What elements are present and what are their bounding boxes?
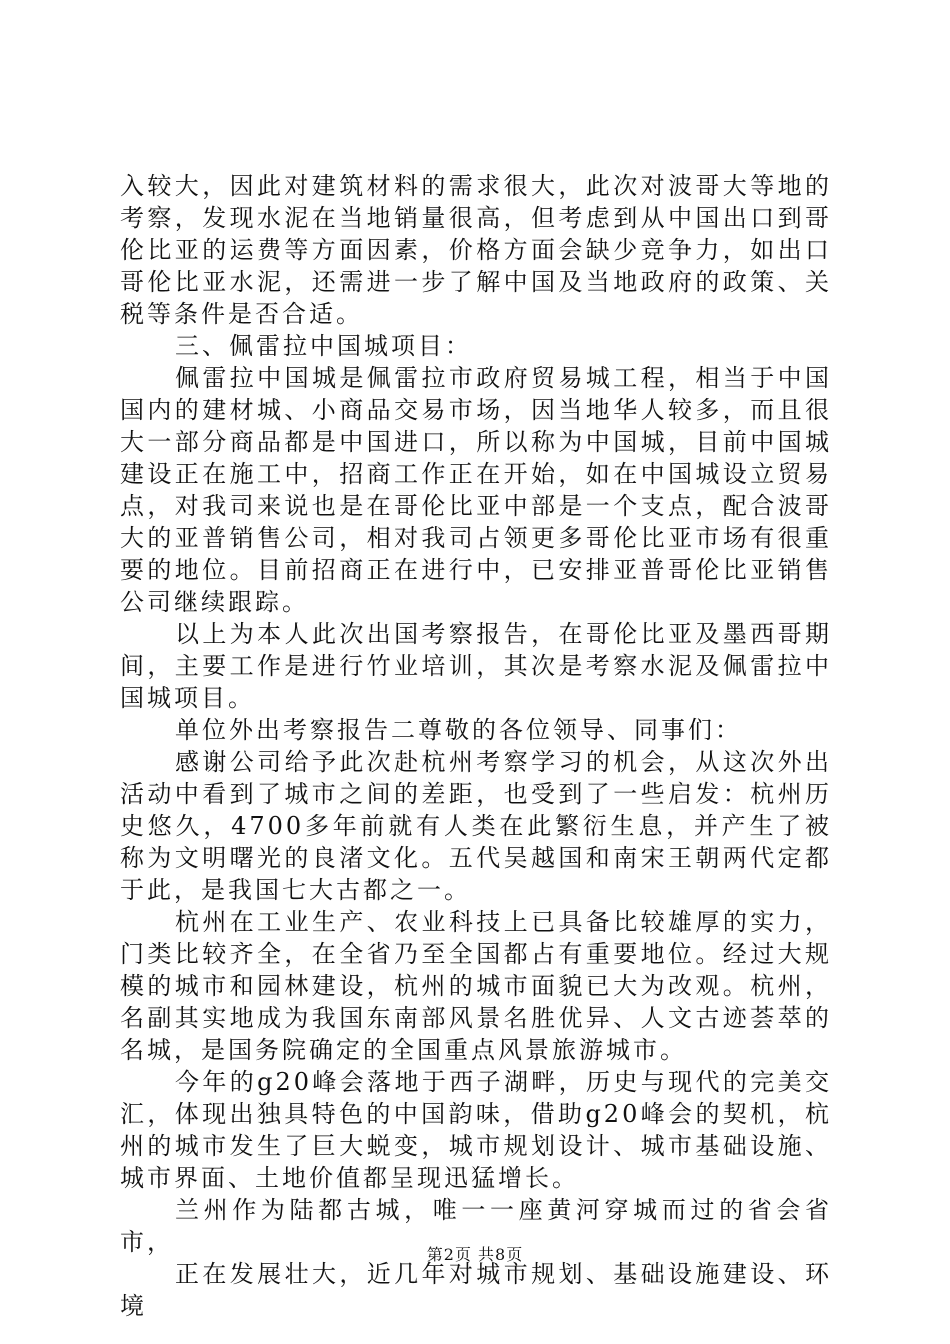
paragraph-1: 入较大，因此对建筑材料的需求很大，此次对波哥大等地的考察，发现水泥在当地销量很高，但考虑到从中国出口到哥伦比亚的运费等方面因素，价格方面会缺少竞争力，如出口哥伦比亚水泥，还需进一步了解中国及当地政府的政策、关税等条件是否合适。 bbox=[120, 172, 832, 328]
paragraph-6: 感谢公司给予此次赴杭州考察学习的机会，从这次外出活动中看到了城市之间的差距，也受到了一些启发：杭州历史悠久，4700多年前就有人类在此繁衍生息，并产生了被称为文明曙光的良渚文化。五代吴越国和南宋王朝两代定都于此，是我国七大古都之一。 bbox=[120, 748, 832, 904]
report-two-heading: 单位外出考察报告二尊敬的各位领导、同事们： bbox=[175, 716, 742, 744]
paragraph-7: 杭州在工业生产、农业科技上已具备比较雄厚的实力，门类比较齐全，在全省乃至全国都占有重要地位。经过大规模的城市和园林建设，杭州的城市面貌已大为改观。杭州，名副其实地成为我国东南部风景名胜优异、人文古迹荟萃的名城，是国务院确定的全国重点风景旅游城市。 bbox=[120, 908, 832, 1064]
section-heading-peleila: 三、佩雷拉中国城项目： bbox=[175, 332, 472, 360]
document-body bbox=[120, 170, 832, 1322]
paragraph-9: 兰州作为陆都古城，唯一一座黄河穿城而过的省会省市， bbox=[120, 1196, 832, 1256]
paragraph-3: 佩雷拉中国城是佩雷拉市政府贸易城工程，相当于中国国内的建材城、小商品交易市场，因当地华人较多，而且很大一部分商品都是中国进口，所以称为中国城，目前中国城建设正在施工中，招商工作正在开始，如在中国城设立贸易点，对我司来说也是在哥伦比亚中部是一个支点，配合波哥大的亚普销售公司，相对我司占领更多哥伦比亚市场有很重要的地位。目前招商正在进行中，已安排亚普哥伦比亚销售公司继续跟踪。 bbox=[120, 364, 832, 616]
paragraph-10: 正在发展壮大，近几年对城市规划、基础设施建设、环境 bbox=[120, 1260, 832, 1320]
paragraph-8: 今年的g20峰会落地于西子湖畔，历史与现代的完美交汇，体现出独具特色的中国韵味，借助g20峰会的契机，杭州的城市发生了巨大蜕变，城市规划设计、城市基础设施、城市界面、土地价值都呈现迅猛增长。 bbox=[120, 1068, 832, 1192]
page-number-footer: 第2页 共8页 bbox=[426, 1245, 524, 1264]
paragraph-4: 以上为本人此次出国考察报告，在哥伦比亚及墨西哥期间，主要工作是进行竹业培训，其次是考察水泥及佩雷拉中国城项目。 bbox=[120, 620, 832, 712]
